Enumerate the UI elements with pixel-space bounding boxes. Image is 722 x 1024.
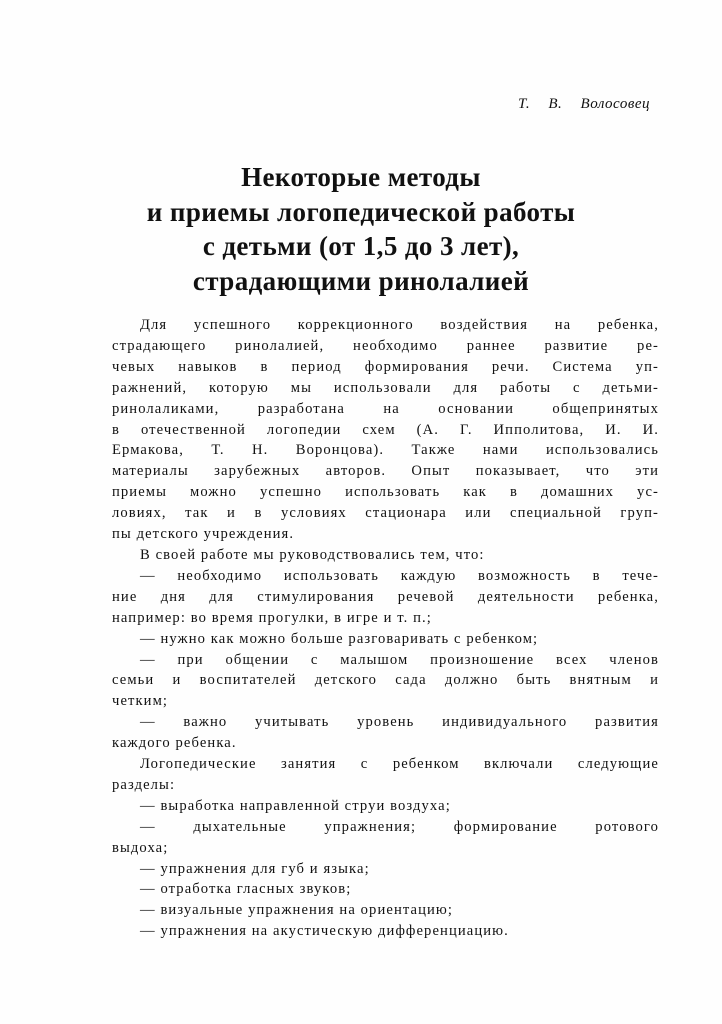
- list-item: — визуальные упражнения на ориентацию;: [140, 902, 454, 919]
- body-line: ринолаликами, разработана на основании общепринятых: [112, 400, 659, 417]
- body-line: ние дня для стимулирования речевой деятельности ребенка,: [112, 588, 659, 605]
- body-line: В своей работе мы руководствовались тем, что:: [140, 546, 485, 563]
- list-item: — выработка направленной струи воздуха;: [140, 797, 451, 814]
- list-item: — упражнения для губ и языка;: [140, 860, 370, 877]
- body-line: страдающего ринолалией, необходимо раннее развитие ре-: [112, 337, 659, 354]
- list-item: — дыхательные упражнения; формирование ротового: [140, 818, 659, 835]
- article-title: [0, 160, 722, 298]
- body-line: Ермакова, Т. Н. Воронцова). Также нами использовались: [112, 442, 659, 459]
- title-line: Некоторые методы: [241, 162, 481, 192]
- body-line: ловиях, так и в условиях стационара или специальной груп-: [112, 505, 659, 522]
- author-name: Т. В. Волосовец: [517, 96, 650, 112]
- title-line: и приемы логопедической работы: [146, 196, 576, 227]
- body-line: разделы:: [112, 776, 176, 793]
- body-line: семьи и воспитателей детского сада должно быть внятным и: [112, 672, 659, 689]
- body-line: в отечественной логопедии схем (А. Г. Ипполитова, И. И.: [112, 421, 659, 438]
- body-line: чевых навыков в период формирования речи. Система уп-: [112, 358, 659, 375]
- list-item: — отработка гласных звуков;: [140, 881, 352, 898]
- body-line: четким;: [112, 693, 169, 710]
- body-line: ражнений, которую мы использовали для работы с детьми-: [112, 379, 659, 396]
- body-line: материалы зарубежных авторов. Опыт показывает, что эти: [112, 463, 659, 480]
- body-line: каждого ребенка.: [112, 735, 237, 752]
- body-line: Для успешного коррекционного воздействия на ребенка,: [140, 317, 659, 333]
- title-line: с детьми (от 1,5 до 3 лет),: [202, 231, 520, 261]
- list-item: — упражнения на акустическую дифференциацию.: [140, 923, 509, 940]
- body-line: пы детского учреждения.: [112, 526, 295, 543]
- list-item: — важно учитывать уровень индивидуального развития: [140, 714, 659, 731]
- list-item: — нужно как можно больше разговаривать с ребенком;: [140, 630, 539, 647]
- body-line: выдоха;: [112, 839, 169, 856]
- list-item: — при общении с малышом произношение всех членов: [140, 651, 659, 668]
- list-item: — необходимо использовать каждую возможность в тече-: [140, 567, 659, 584]
- article-body: [112, 315, 659, 942]
- body-line: например: во время прогулки, в игре и т. п.;: [112, 609, 432, 626]
- body-line: Логопедические занятия с ребенком включали следующие: [140, 756, 659, 773]
- body-line: приемы можно успешно использовать как в домашних ус-: [112, 484, 659, 501]
- title-line: страдающими ринолалией: [192, 265, 530, 296]
